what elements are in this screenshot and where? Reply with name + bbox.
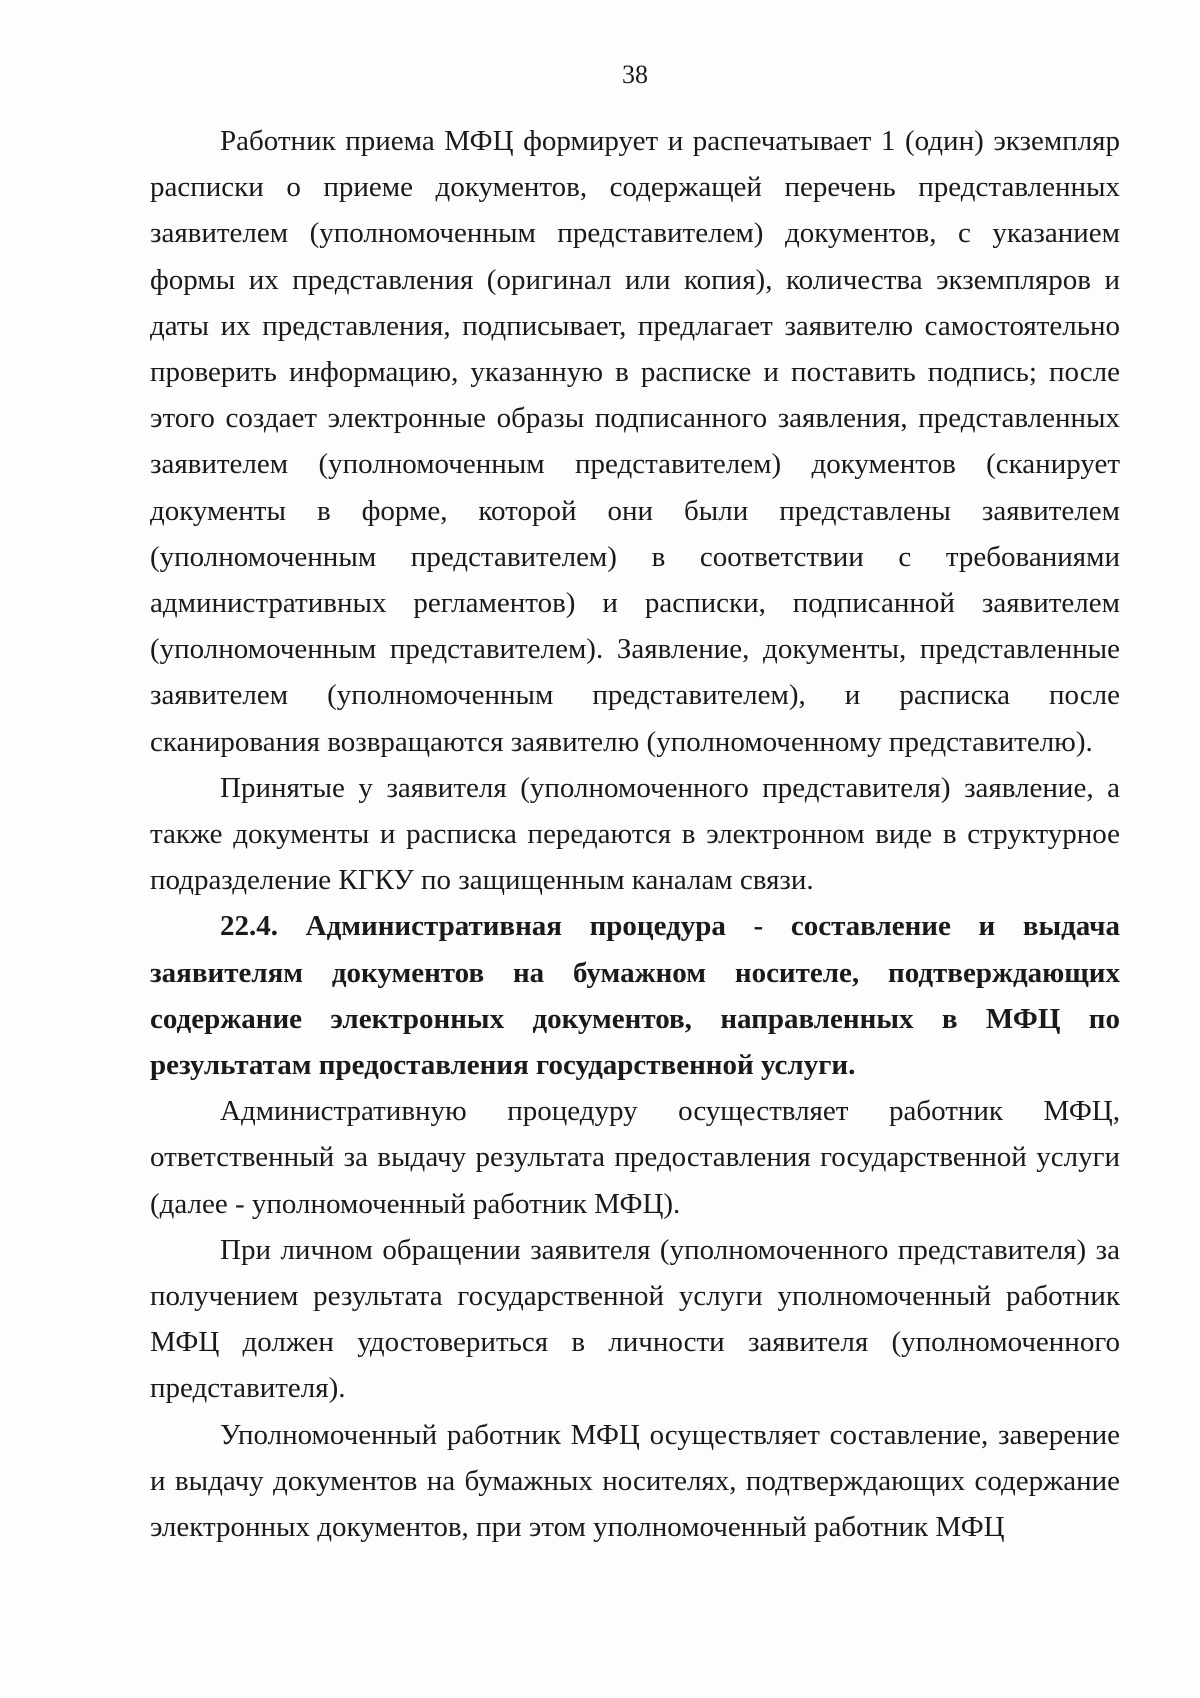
section-heading-22-4: 22.4. Административная процедура - составление и выдача заявителям документов на бумажном носителе, подтверждающих содержание электронных документов, направленных в МФЦ по результатам предоставления государственной услуги. bbox=[150, 910, 1120, 1082]
page-number: 38 bbox=[622, 60, 648, 89]
paragraph-responsible-worker: Административную процедуру осуществляет работник МФЦ, ответственный за выдачу результата предоставления государственной услуги (далее - уполномоченный работник МФЦ). bbox=[150, 1095, 1120, 1220]
document-body bbox=[150, 118, 1120, 1550]
paragraph-document-issuance: Уполномоченный работник МФЦ осуществляет составление, заверение и выдачу документов на бумажных носителях, подтверждающих содержание электронных документов, при этом уполномоченный работник МФЦ bbox=[150, 1418, 1120, 1544]
paragraph-receipt-of-documents: Работник приема МФЦ формирует и распечатывает 1 (один) экземпляр расписки о приеме документов, содержащей перечень представленных заявителем (уполномоченным представителем) документов, с указанием формы их представления (оригинал или копия), количества экземпляров и даты их представления, подписывает, предлагает заявителю самостоятельно проверить информацию, указанную в расписке и поставить подпись; после этого создает электронные образы подписанного заявления, представленных заявителем (уполномоченным представителем) документов (сканирует документы в форме, которой они были представлены заявителем (уполномоченным представителем) в соответствии с требованиями административных регламентов) и расписки, подписанной заявителем (уполномоченным представителем). Заявление, документы, представленные заявителем (уполномоченным представителем), и расписка после сканирования возвращаются заявителю (уполномоченному представителю). bbox=[150, 125, 1120, 758]
paragraph-electronic-transfer: Принятые у заявителя (уполномоченного представителя) заявление, а также документы и расписка передаются в электронном виде в структурное подразделение КГКУ по защищенным каналам связи. bbox=[150, 771, 1120, 897]
paragraph-identity-verification: При личном обращении заявителя (уполномоченного представителя) за получением результата государственной услуги уполномоченный работник МФЦ должен удостовериться в личности заявителя (уполномоченного представителя). bbox=[150, 1233, 1120, 1405]
